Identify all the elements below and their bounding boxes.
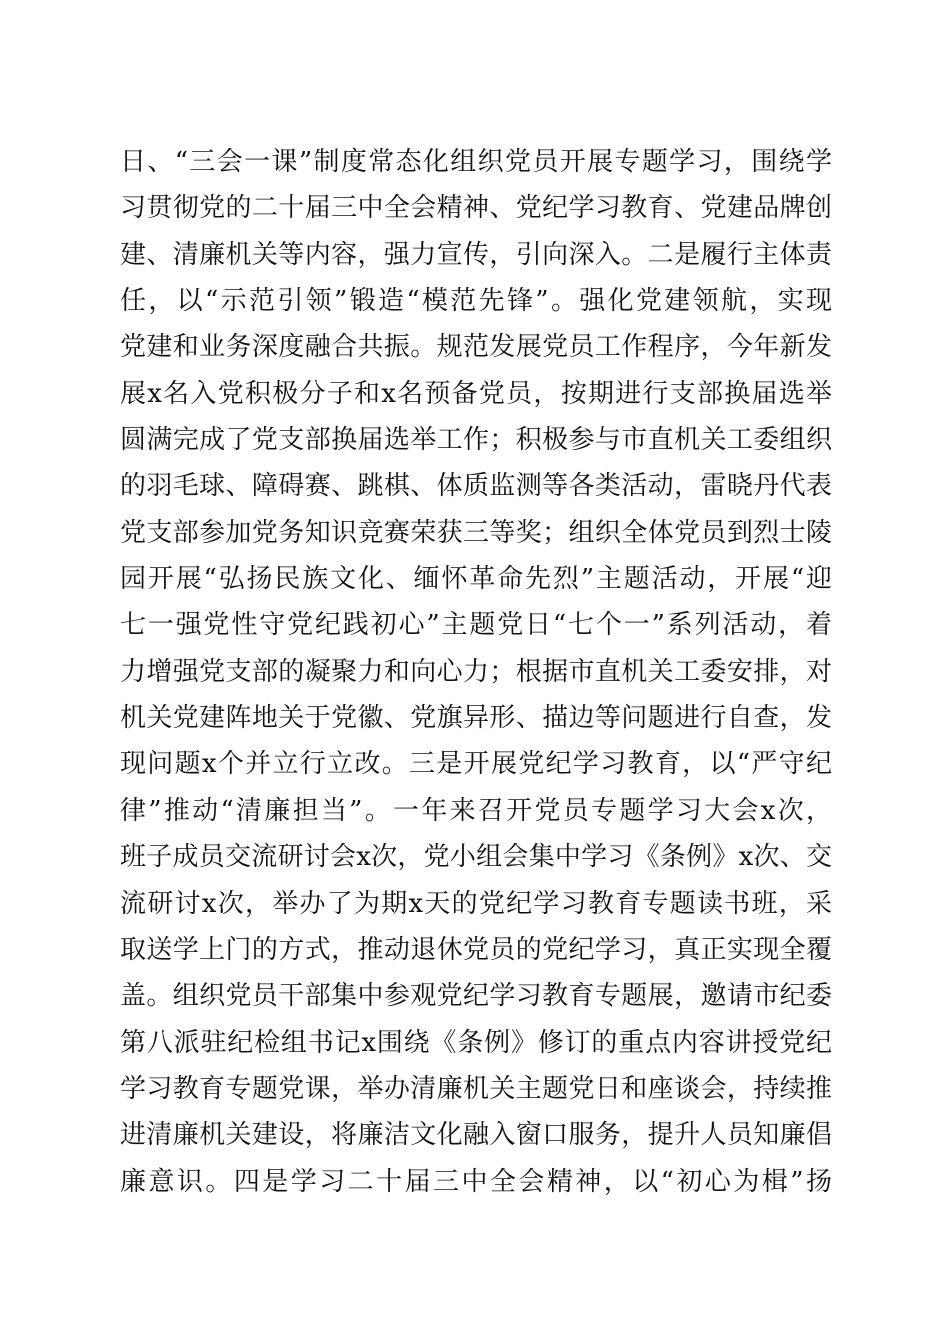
text-line: 廉意识。四是学习二十届三中全会精神，以“初心为楫”扬 [120,1166,832,1197]
text-line: 习贯彻党的二十届三中全会精神、党纪学习教育、党建品牌创 [120,193,832,224]
text-line: 建、清廉机关等内容，强力宣传，引向深入。二是履行主体责 [120,239,832,270]
text-line: 盖。组织党员干部集中参观党纪学习教育专题展，邀请市纪委 [120,981,832,1012]
text-line: 第八派驻纪检组书记x围绕《条例》修订的重点内容讲授党纪 [120,1027,832,1058]
text-line: 取送学上门的方式，推动退休党员的党纪学习，真正实现全覆 [120,934,832,965]
text-line: 日、“三会一课”制度常态化组织党员开展专题学习，围绕学 [120,147,832,177]
text-line: 流研讨x次，举办了为期x天的党纪学习教育专题读书班，采 [120,888,832,919]
text-line: 七一强党性守党纪践初心”主题党日“七个一”系列活动，着 [120,610,832,641]
body-paragraph [120,139,832,1205]
text-line: 机关党建阵地关于党徽、党旗异形、描边等问题进行自查，发 [120,703,832,734]
text-line: 学习教育专题党课，举办清廉机关主题党日和座谈会，持续推 [120,1073,832,1104]
text-line: 进清廉机关建设，将廉洁文化融入窗口服务，提升人员知廉倡 [120,1120,832,1151]
text-line: 律”推动“清廉担当”。一年来召开党员专题学习大会x次， [120,795,832,826]
text-line: 的羽毛球、障碍赛、跳棋、体质监测等各类活动，雷晓丹代表 [120,471,832,502]
text-line: 班子成员交流研讨会x次，党小组会集中学习《条例》x次、交 [120,842,832,873]
text-line: 现问题x个并立行立改。三是开展党纪学习教育，以“严守纪 [120,749,832,780]
text-line: 党建和业务深度融合共振。规范发展党员工作程序，今年新发 [120,332,832,363]
text-line: 展x名入党积极分子和x名预备党员，按期进行支部换届选举 [120,378,832,409]
text-line: 圆满完成了党支部换届选举工作；积极参与市直机关工委组织 [120,425,832,456]
text-line: 力增强党支部的凝聚力和向心力；根据市直机关工委安排，对 [120,656,832,687]
text-line: 党支部参加党务知识竞赛荣获三等奖；组织全体党员到烈士陵 [120,517,832,548]
text-line: 任，以“示范引领”锻造“模范先锋”。强化党建领航，实现 [120,286,832,317]
text-line: 园开展“弘扬民族文化、缅怀革命先烈”主题活动，开展“迎 [120,564,832,595]
